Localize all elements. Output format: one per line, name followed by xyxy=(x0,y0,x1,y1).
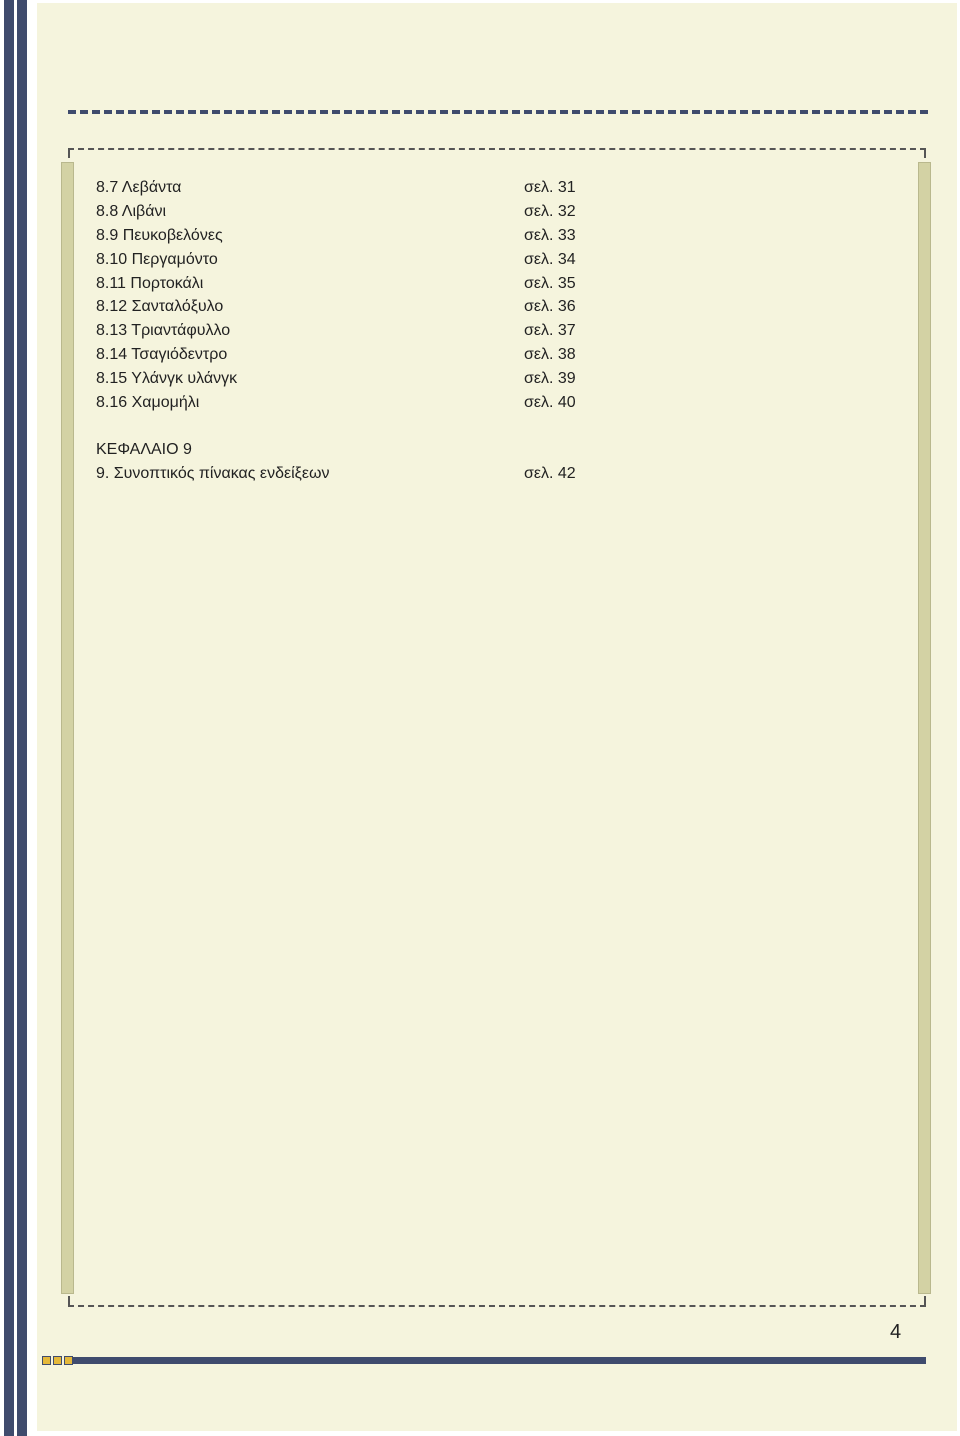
toc-entry-title: 8.15 Υλάνγκ υλάνγκ xyxy=(96,370,238,387)
frame-bottom-right-tick xyxy=(924,1296,926,1305)
toc-entry-title: 8.8 Λιβάνι xyxy=(96,203,167,220)
toc-entry-page: σελ. 32 xyxy=(524,203,576,220)
toc-entry-page: σελ. 34 xyxy=(524,251,576,268)
toc-entry-title: 9. Συνοπτικός πίνακας ενδείξεων xyxy=(96,465,330,482)
toc-entry-page: σελ. 42 xyxy=(524,465,576,482)
toc-entry-page: σελ. 36 xyxy=(524,298,576,315)
toc-entry-title: 8.7 Λεβάντα xyxy=(96,179,182,196)
page-sheet xyxy=(37,3,957,1431)
toc-entry-page: σελ. 35 xyxy=(524,275,576,292)
toc-entry-title: 8.16 Χαμομήλι xyxy=(96,394,200,411)
frame-top-right-tick xyxy=(924,149,926,158)
toc-entry-title: 8.14 Τσαγιόδεντρο xyxy=(96,346,228,363)
frame-right-strip xyxy=(918,162,931,1294)
toc-entry-page: σελ. 33 xyxy=(524,227,576,244)
toc-entry-page: σελ. 39 xyxy=(524,370,576,387)
frame-bottom-border xyxy=(68,1305,926,1307)
frame-left-strip xyxy=(61,162,74,1294)
toc-entry-title: 8.9 Πευκοβελόνες xyxy=(96,227,223,244)
chapter-heading: ΚΕΦΑΛΑΙΟ 9 xyxy=(96,441,192,458)
footer-rule xyxy=(72,1357,926,1364)
header-dashed-rule xyxy=(68,110,928,114)
toc-entry-page: σελ. 37 xyxy=(524,322,576,339)
left-bar-inner xyxy=(17,0,27,1436)
toc-entry-page: σελ. 31 xyxy=(524,179,576,196)
toc-entry-title: 8.10 Περγαμόντο xyxy=(96,251,218,268)
frame-top-left-tick xyxy=(68,149,70,158)
frame-top-border xyxy=(68,148,926,150)
toc-entry-title: 8.11 Πορτοκάλι xyxy=(96,275,204,292)
toc-entry-page: σελ. 40 xyxy=(524,394,576,411)
toc-entry-title: 8.12 Σανταλόξυλο xyxy=(96,298,224,315)
left-bar-outer xyxy=(4,0,14,1436)
footer-square-icon xyxy=(53,1356,62,1365)
frame-bottom-left-tick xyxy=(68,1296,70,1305)
footer-square-icon xyxy=(42,1356,51,1365)
toc-entry-title: 8.13 Τριαντάφυλλο xyxy=(96,322,231,339)
page-number: 4 xyxy=(890,1321,902,1343)
toc-entry-page: σελ. 38 xyxy=(524,346,576,363)
